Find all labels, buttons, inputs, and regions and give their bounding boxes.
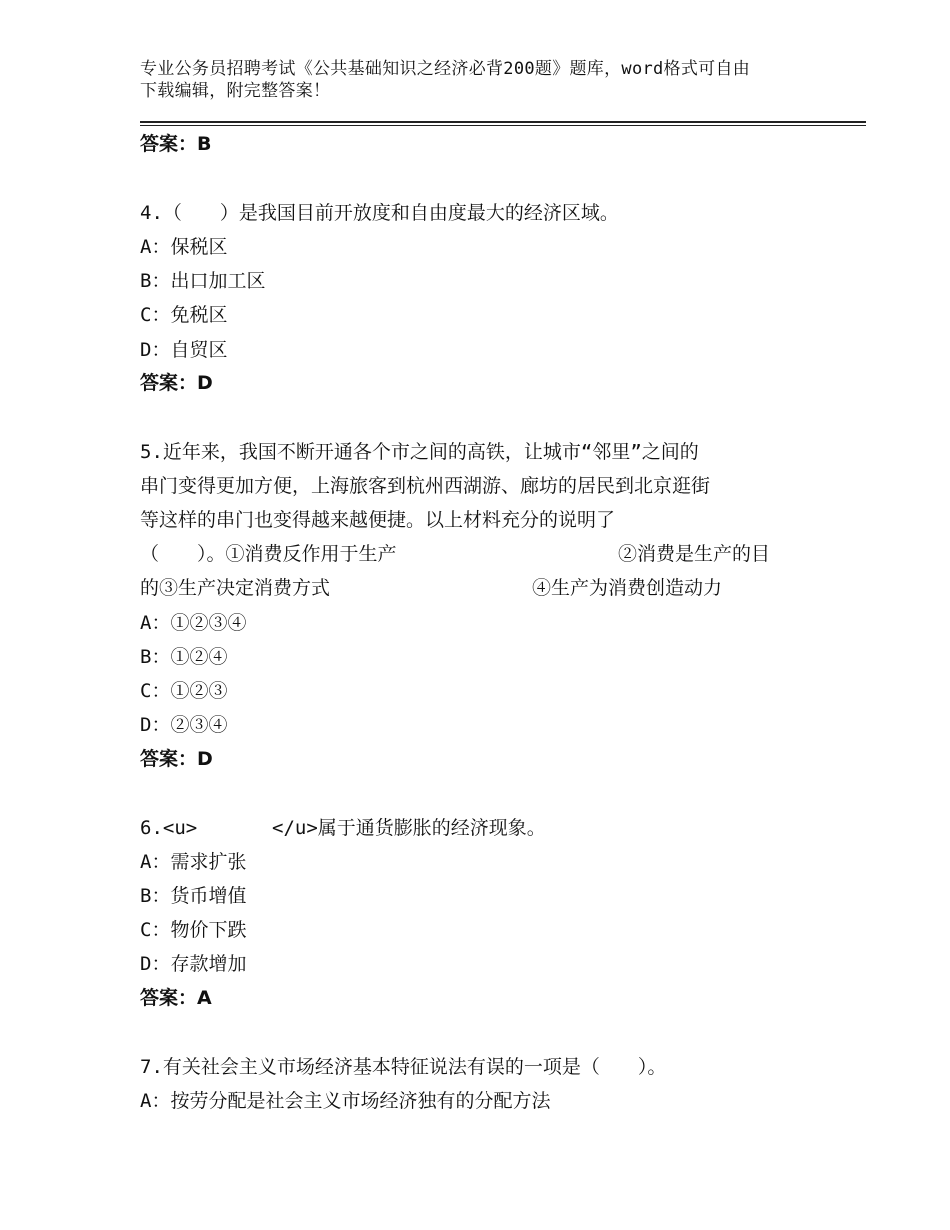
- q4-option-b: B：出口加工区: [140, 270, 266, 292]
- header-rule-thick: [140, 121, 866, 123]
- q5-answer: 答案：D: [140, 748, 213, 770]
- q5-option-c: C：①②③: [140, 680, 228, 702]
- q5-stem-line-2: 串门变得更加方便，上海旅客到杭州西湖游、廊坊的居民到北京逛街: [140, 475, 711, 497]
- q6-option-c: C：物价下跌: [140, 919, 247, 941]
- q5-option-a: A：①②③④: [140, 612, 247, 634]
- q6-option-a: A：需求扩张: [140, 851, 247, 873]
- q7-option-a: A：按劳分配是社会主义市场经济独有的分配方法: [140, 1090, 551, 1112]
- q4-option-d: D：自贸区: [140, 339, 228, 361]
- q4-option-c: C：免税区: [140, 304, 228, 326]
- q5-stem-line-1: 5.近年来，我国不断开通各个市之间的高铁，让城市“邻里”之间的: [140, 441, 699, 463]
- q4-answer: 答案：D: [140, 372, 213, 394]
- q5-stem-line-4b: ②消费是生产的目: [618, 543, 771, 565]
- q6-stem-b: </u>属于通货膨胀的经济现象。: [272, 817, 546, 839]
- q6-answer: 答案：A: [140, 987, 212, 1009]
- q4-option-a: A：保税区: [140, 236, 228, 258]
- q6-option-d: D：存款增加: [140, 953, 247, 975]
- q4-stem: 4.（ ）是我国目前开放度和自由度最大的经济区域。: [140, 202, 619, 224]
- q5-stem-line-4a: （ ）。①消费反作用于生产: [140, 543, 397, 565]
- q7-stem: 7.有关社会主义市场经济基本特征说法有误的一项是（ ）。: [140, 1056, 667, 1078]
- header-rule-thin: [140, 125, 866, 126]
- q5-stem-line-3: 等这样的串门也变得越来越便捷。以上材料充分的说明了: [140, 509, 616, 531]
- document-header: [140, 58, 820, 102]
- q6-option-b: B：货币增值: [140, 885, 247, 907]
- q5-option-d: D：②③④: [140, 714, 228, 736]
- q6-stem-a: 6.<u>: [140, 817, 198, 839]
- q5-stem-line-5a: 的③生产决定消费方式: [140, 577, 331, 599]
- header-line-1: 专业公务员招聘考试《公共基础知识之经济必背200题》题库，word格式可自由: [140, 59, 751, 79]
- q5-option-b: B：①②④: [140, 646, 228, 668]
- header-line-2: 下载编辑，附完整答案！: [140, 81, 331, 101]
- q5-stem-line-5b: ④生产为消费创造动力: [532, 577, 723, 599]
- answer-prev: 答案：B: [140, 133, 212, 155]
